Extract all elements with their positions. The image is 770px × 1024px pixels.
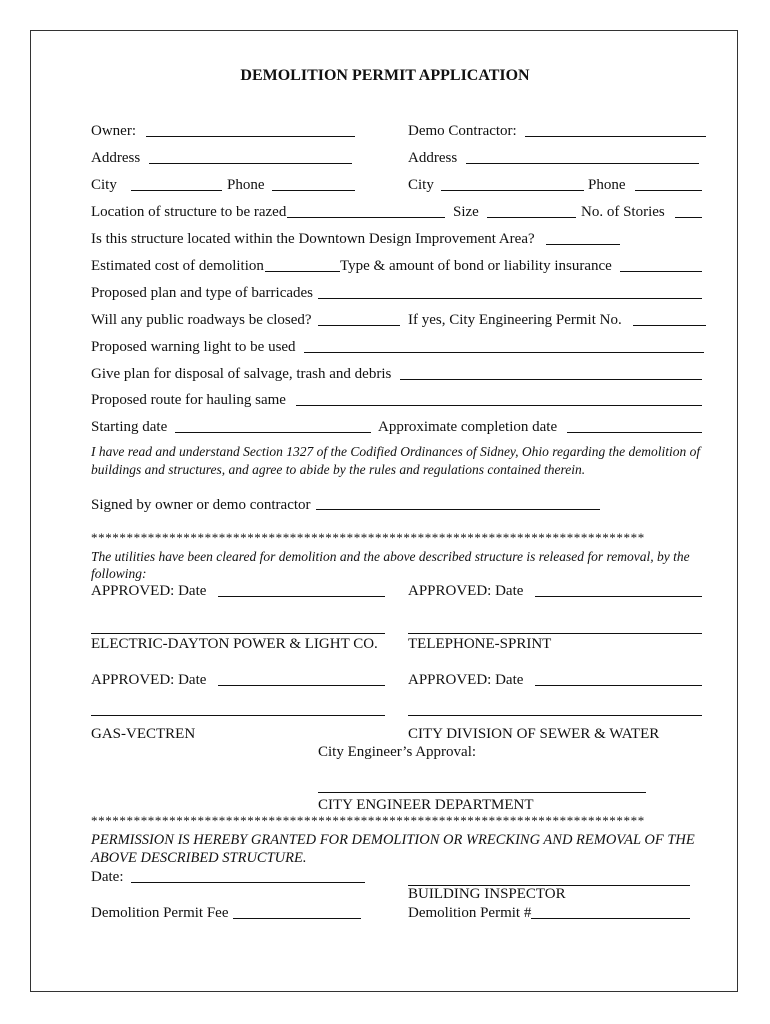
contractor-address-line [466,163,699,164]
completion-date-line [567,432,702,433]
stories-label: No. of Stories [581,204,665,220]
contractor-city-label: City [408,177,434,193]
estimated-cost-field[interactable] [265,255,340,271]
permit-number-line [531,918,690,919]
contractor-phone-field[interactable] [635,174,702,190]
contractor-city-line [441,190,584,191]
electric-signature-line [91,633,385,634]
engineering-permit-field[interactable] [633,309,706,325]
hauling-field[interactable] [296,389,702,405]
contractor-phone-line [635,190,702,191]
permission-statement: PERMISSION IS HEREBY GRANTED FOR DEMOLITION OR WRECKING AND REMOVAL OF THE ABOVE DESCRIBED STRUCTURE. [91,832,695,866]
sewer-water-label: CITY DIVISION OF SEWER & WATER [408,726,660,742]
date-label: Date: [91,869,124,885]
gas-signature-line [91,715,385,716]
date-field[interactable] [131,866,365,882]
downtown-label: Is this structure located within the Downtown Design Improvement Area? [91,231,535,247]
owner-city-line [131,190,222,191]
roadways-field[interactable] [318,309,400,325]
disposal-field[interactable] [400,363,702,379]
approved-date-label-sewer: APPROVED: Date [408,672,524,688]
completion-date-label: Approximate completion date [378,419,558,435]
owner-phone-line [272,190,355,191]
approved-date-line-gas [218,685,385,686]
size-line [487,217,576,218]
contractor-city-field[interactable] [441,174,584,190]
approved-date-line-telephone [535,596,702,597]
starting-date-field[interactable] [175,416,371,432]
location-label: Location of structure to be razed [91,204,287,220]
permit-number-label: Demolition Permit # [408,905,532,921]
completion-date-field[interactable] [567,416,702,432]
owner-phone-label: Phone [227,177,265,193]
disposal-label: Give plan for disposal of salvage, trash and debris [91,366,392,382]
gas-company-label: GAS-VECTREN [91,726,196,742]
engineering-permit-label: If yes, City Engineering Permit No. [408,312,622,328]
approved-date-field-electric[interactable] [218,580,385,596]
bond-field[interactable] [620,255,702,271]
signature-field[interactable] [316,492,600,508]
city-engineer-approval-label: City Engineer’s Approval: [318,744,477,760]
electric-company-label: ELECTRIC-DAYTON POWER & LIGHT CO. [91,636,378,652]
city-engineer-signature-line [318,792,646,793]
signature-line [316,509,600,510]
telephone-signature-line [408,633,702,634]
owner-address-line [149,163,352,164]
approved-date-field-gas[interactable] [218,669,385,685]
owner-address-field[interactable] [149,147,352,163]
contractor-phone-label: Phone [588,177,626,193]
demo-contractor-label: Demo Contractor: [408,123,517,139]
stories-line [675,217,702,218]
owner-address-label: Address [91,150,141,166]
starting-date-line [175,432,371,433]
city-engineer-signature-field[interactable] [318,775,646,791]
permit-fee-label: Demolition Permit Fee [91,905,229,921]
disposal-line [400,379,702,380]
owner-line [146,136,355,137]
ordinance-statement: I have read and understand Section 1327 of the Codified Ordinances of Sidney, Ohio regarding the demolition of buildings and structures, and agree to abide by the rules and regulations contained therein. [91,444,701,477]
approved-date-label-gas: APPROVED: Date [91,672,207,688]
approved-date-line-sewer [535,685,702,686]
contractor-address-label: Address [408,150,458,166]
roadways-line [318,325,400,326]
downtown-field[interactable] [546,228,620,244]
warning-light-field[interactable] [304,336,704,352]
sewer-signature-line [408,715,702,716]
location-field[interactable] [287,201,445,217]
permit-number-field[interactable] [531,902,690,918]
owner-city-field[interactable] [131,174,222,190]
owner-city-label: City [91,177,117,193]
signed-label: Signed by owner or demo contractor [91,497,311,513]
barricades-field[interactable] [318,282,702,298]
utilities-note: The utilities have been cleared for demolition and the above described structure is released for removal, by the following: [91,549,690,581]
hauling-line [296,405,702,406]
approved-date-line-electric [218,596,385,597]
estimated-cost-line [265,271,340,272]
approved-date-label-telephone: APPROVED: Date [408,583,524,599]
stories-field[interactable] [675,201,702,217]
form-title: DEMOLITION PERMIT APPLICATION [240,67,530,84]
size-field[interactable] [487,201,576,217]
bond-line [620,271,702,272]
gas-signature-field[interactable] [91,698,385,714]
approved-date-label-electric: APPROVED: Date [91,583,207,599]
demo-contractor-line [525,136,706,137]
permit-fee-field[interactable] [233,902,361,918]
approved-date-field-sewer[interactable] [535,669,702,685]
owner-label: Owner: [91,123,136,139]
sewer-signature-field[interactable] [408,698,702,714]
telephone-company-label: TELEPHONE-SPRINT [408,636,552,652]
telephone-signature-field[interactable] [408,616,702,632]
bond-label: Type & amount of bond or liability insurance [340,258,612,274]
estimated-cost-label: Estimated cost of demolition [91,258,264,274]
city-engineer-dept-label: CITY ENGINEER DEPARTMENT [318,797,534,813]
contractor-address-field[interactable] [466,147,699,163]
approved-date-field-telephone[interactable] [535,580,702,596]
barricades-label: Proposed plan and type of barricades [91,285,314,301]
barricades-line [318,298,702,299]
location-line [287,217,445,218]
owner-field[interactable] [146,120,355,136]
demo-contractor-field[interactable] [525,120,706,136]
engineering-permit-line [633,325,706,326]
separator-bottom: ****************************************************************************** [91,813,645,828]
separator-top: ****************************************************************************** [91,530,645,545]
permit-fee-line [233,918,361,919]
building-inspector-signature-field[interactable] [408,868,690,884]
roadways-label: Will any public roadways be closed? [91,312,312,328]
downtown-line [546,244,620,245]
warning-light-label: Proposed warning light to be used [91,339,296,355]
hauling-label: Proposed route for hauling same [91,392,286,408]
date-line [131,882,365,883]
starting-date-label: Starting date [91,419,168,435]
building-inspector-label: BUILDING INSPECTOR [408,886,566,902]
electric-signature-field[interactable] [91,616,385,632]
owner-phone-field[interactable] [272,174,355,190]
warning-light-line [304,352,704,353]
size-label: Size [453,204,479,220]
